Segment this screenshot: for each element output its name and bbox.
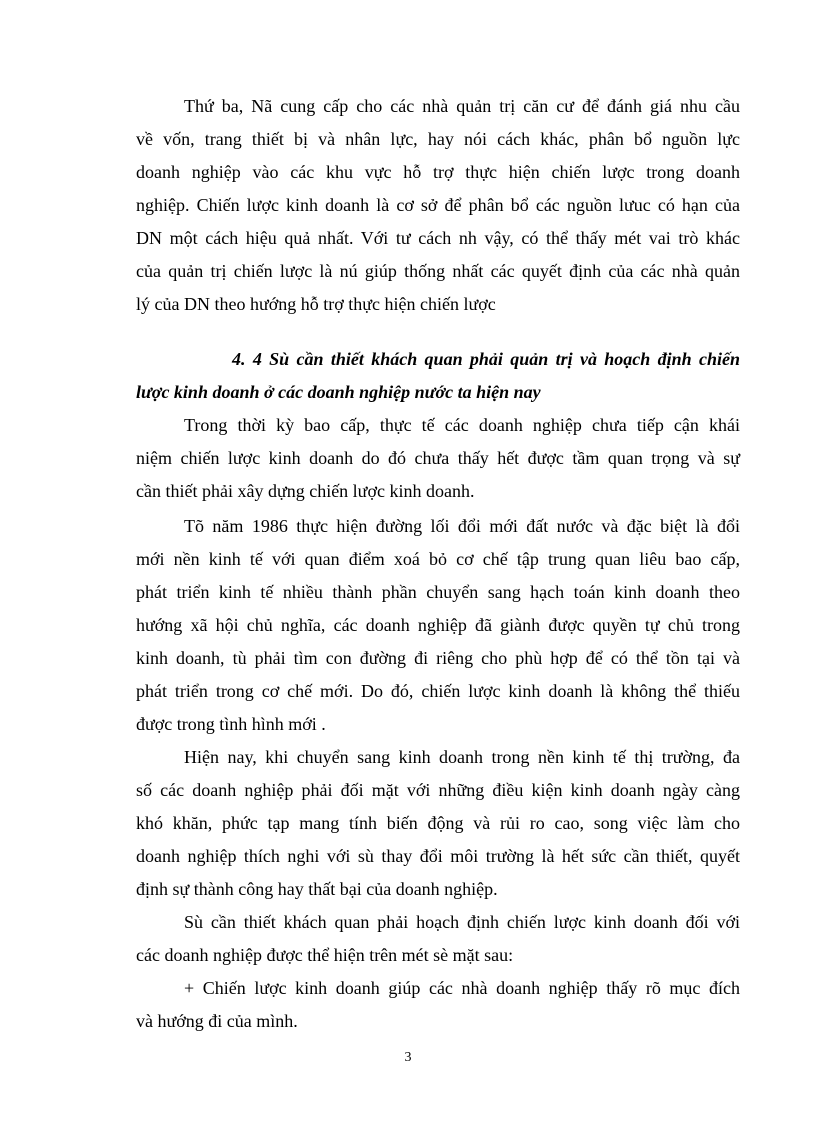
- paragraph-6-line-2: và hướng đi của mình.: [136, 1011, 298, 1031]
- paragraph-3-line-1: Tõ năm 1986 thực hiện đường lối đổi mới đất nước và đặc biệt là đổi: [184, 516, 740, 536]
- section-heading-line-1: 4. 4 Sù cần thiết khách quan phải quản trị và hoạch định chiến: [232, 349, 740, 369]
- paragraph-2-line-3: cần thiết phải xây dựng chiến lược kinh doanh.: [136, 481, 475, 501]
- paragraph-3-line-5: kinh doanh, tù phải tìm con đường đi riêng cho phù hợp để có thể tồn tại và: [136, 648, 740, 668]
- paragraph-1-line-4: nghiệp. Chiến lược kinh doanh là cơ sở để phân bổ các nguồn lưuc có hạn của: [136, 195, 740, 215]
- section-heading-line-2: lược kinh doanh ở các doanh nghiệp nước ta hiện nay: [136, 382, 541, 402]
- paragraph-1-line-3: doanh nghiệp vào các khu vực hỗ trợ thực hiện chiến lược trong doanh: [136, 162, 740, 182]
- paragraph-3-line-2: mới nền kinh tế với quan điểm xoá bỏ cơ chế tập trung quan liêu bao cấp,: [136, 549, 740, 569]
- paragraph-1-line-7: lý của DN theo hướng hỗ trợ thực hiện chiến lược: [136, 294, 496, 314]
- paragraph-3-line-4: hướng xã hội chủ nghĩa, các doanh nghiệp đã giành được quyền tự chủ trong: [136, 615, 740, 635]
- paragraph-4-line-4: doanh nghiệp thích nghi với sù thay đổi môi trường là hết sức cần thiết, quyết: [136, 846, 740, 866]
- paragraph-4-line-1: Hiện nay, khi chuyển sang kinh doanh trong nền kinh tế thị trường, đa: [184, 747, 740, 767]
- page-number: 3: [404, 1050, 412, 1065]
- paragraph-1-line-1: Thứ ba, Nã cung cấp cho các nhà quản trị căn cư để đánh giá nhu cầu: [184, 96, 740, 116]
- paragraph-5-line-2: các doanh nghiệp được thể hiện trên mét sè mặt sau:: [136, 945, 514, 965]
- paragraph-1-line-5: DN một cách hiệu quả nhất. Với tư cách nh vậy, có thể thấy mét vai trò khác: [136, 228, 740, 248]
- paragraph-1-line-6: của quản trị chiến lược là nú giúp thống nhất các quyết định của các nhà quản: [136, 261, 740, 281]
- paragraph-2-line-1: Trong thời kỳ bao cấp, thực tế các doanh nghiệp chưa tiếp cận khái: [184, 415, 740, 435]
- paragraph-6-line-1: + Chiến lược kinh doanh giúp các nhà doanh nghiệp thấy rõ mục đích: [184, 978, 740, 998]
- paragraph-4-line-2: số các doanh nghiệp phải đối mặt với những điều kiện kinh doanh ngày càng: [136, 780, 740, 800]
- paragraph-4-line-5: định sự thành công hay thất bại của doanh nghiệp.: [136, 879, 498, 899]
- paragraph-3-line-6: phát triển trong cơ chế mới. Do đó, chiến lược kinh doanh là không thể thiếu: [136, 681, 740, 701]
- paragraph-1-line-2: về vốn, trang thiết bị và nhân lực, hay nói cách khác, phân bổ nguồn lực: [136, 129, 740, 149]
- paragraph-5-line-1: Sù cần thiết khách quan phải hoạch định chiến lược kinh doanh đối với: [184, 912, 740, 932]
- paragraph-3-line-3: phát triển kinh tế nhiều thành phần chuyển sang hạch toán kinh doanh theo: [136, 582, 740, 602]
- paragraph-3-line-7: được trong tình hình mới .: [136, 714, 326, 734]
- paragraph-4-line-3: khó khăn, phức tạp mang tính biến động và rủi ro cao, song việc làm cho: [136, 813, 740, 833]
- paragraph-2-line-2: niệm chiến lược kinh doanh do đó chưa thấy hết được tầm quan trọng và sự: [136, 448, 740, 468]
